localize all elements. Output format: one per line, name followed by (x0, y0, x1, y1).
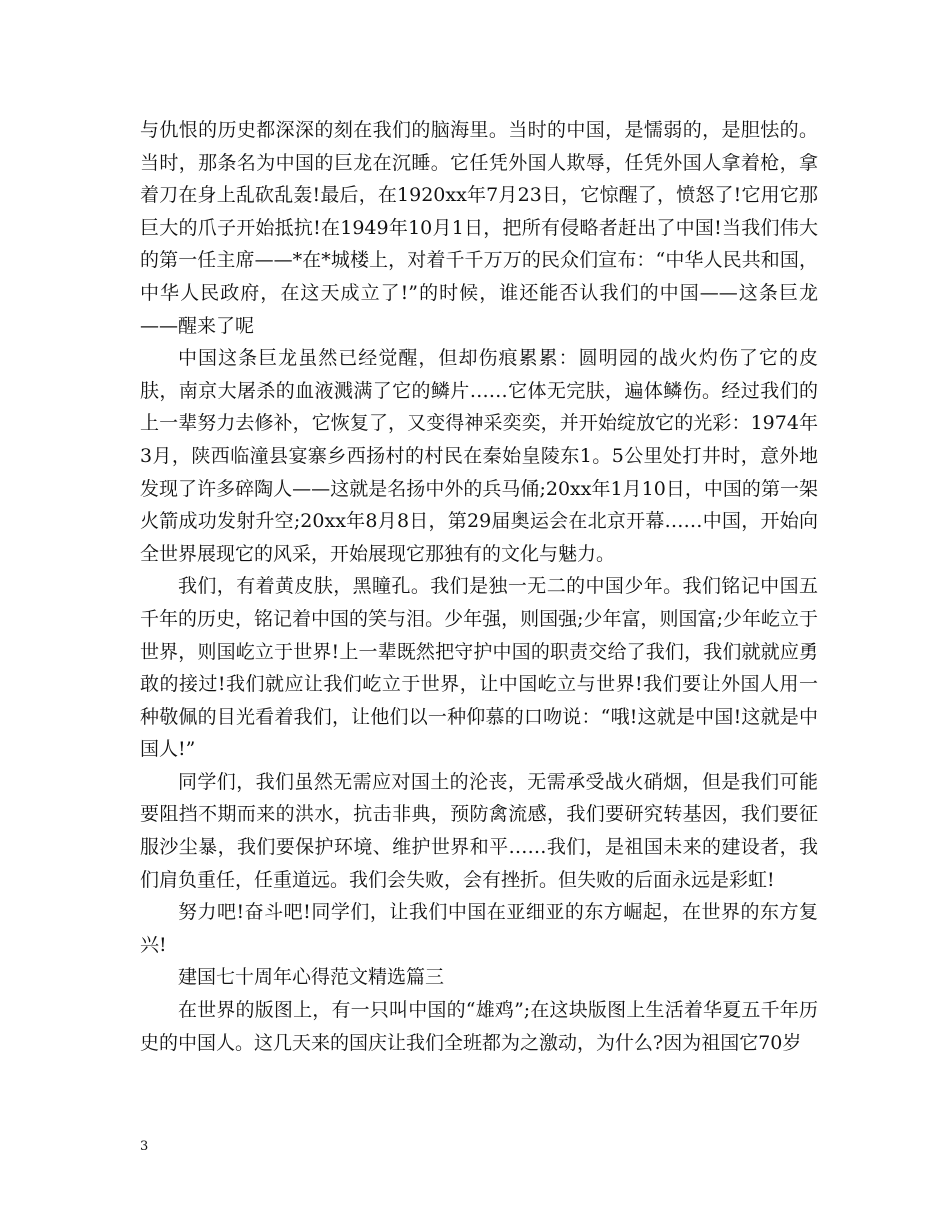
page-number: 3 (140, 1139, 149, 1154)
section-heading: 建国七十周年心得范文精选篇三 (178, 966, 445, 989)
paragraph-chinese-youth: 我们，有着黄皮肤，黑瞳孔。我们是独一无二的中国少年。我们铭记中国五千年的历史，铭记着中国的笑与泪。少年强，则国强;少年富，则国富;少年屹立于世界，则国屹立于世界!上一辈既然把守护中国的职责交给了我们，我们就就应勇敢的接过!我们就应让我们屹立于世界，让中国屹立与世界!我们要让外国人用一种敬佩的目光看着我们，让他们以一种仰慕的口吻说：“哦!这就是中国!这就是中国人!” (140, 575, 818, 761)
paragraph-wounded-dragon: 中国这条巨龙虽然已经觉醒，但却伤痕累累：圆明园的战火灼伤了它的皮肤，南京大屠杀的血液溅满了它的鳞片……它体无完肤，遍体鳞伤。经过我们的上一辈努力去修补，它恢复了，又变得神采奕奕，并开始绽放它的光彩：1974年3月，陕西临潼县宴寨乡西扬村的村民在秦始皇陵东1。5公里处打井时，意外地发现了许多碎陶人——这就是名扬中外的兵马俑;20xx年1月10日，中国的第一架火箭成功发射升空;20xx年8月8日，第29届奥运会在北京开幕……中国，开始向全世界展现它的风采，开始展现它那独有的文化与魅力。 (140, 347, 818, 565)
paragraph-classmates: 同学们，我们虽然无需应对国土的沦丧，无需承受战火硝烟，但是我们可能要阻挡不期而来的洪水，抗击非典，预防禽流感，我们要研究转基因，我们要征服沙尘暴，我们要保护环境、维护世界和平……我们，是祖国未来的建设者，我们肩负重任，任重道远。我们会失败，会有挫折。但失败的后面永远是彩虹! (140, 770, 818, 891)
paragraph-exhortation: 努力吧!奋斗吧!同学们，让我们中国在亚细亚的东方崛起，在世界的东方复兴! (140, 901, 818, 956)
paragraph-rooster-map: 在世界的版图上，有一只叫中国的“雄鸡”;在这块版图上生活着华夏五千年历史的中国人。这几天来的国庆让我们全班都为之激动，为什么?因为祖国它70岁 (140, 999, 818, 1054)
document-body (140, 114, 818, 1059)
paragraph-history-dragon: 与仇恨的历史都深深的刻在我们的脑海里。当时的中国，是懦弱的，是胆怯的。当时，那条名为中国的巨龙在沉睡。它任凭外国人欺辱，任凭外国人拿着枪，拿着刀在身上乱砍乱轰!最后，在1920xx年7月23日，它惊醒了，愤怒了!它用它那巨大的爪子开始抵抗!在1949年10月1日，把所有侵略者赶出了中国!当我们伟大的第一任主席——*在*城楼上，对着千千万万的民众们宣布：“中华人民共和国，中华人民政府，在这天成立了!”的时候，谁还能否认我们的中国——这条巨龙——醒来了呢 (140, 119, 818, 337)
